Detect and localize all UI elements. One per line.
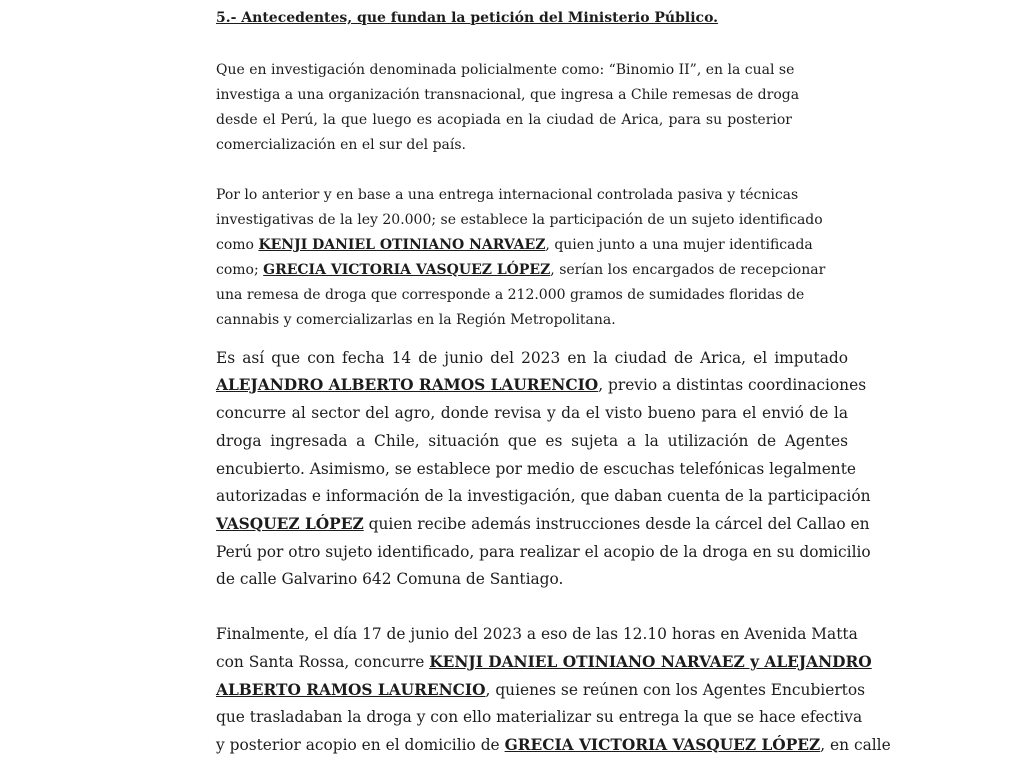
- person-name: ALBERTO RAMOS LAURENCIO: [216, 681, 486, 699]
- paragraph-line: droga ingresada a Chile, situación que es sujeta a la utilización de Agentes: [216, 432, 848, 450]
- paragraph-line: una remesa de droga que corresponde a 212.000 gramos de sumidades floridas de: [216, 287, 805, 303]
- paragraph-line: Es así que con fecha 14 de junio del 2023 en la ciudad de Arica, el imputado: [216, 349, 848, 367]
- paragraph-line: de calle Galvarino 642 Comuna de Santiago.: [216, 570, 564, 588]
- paragraph-line: [216, 515, 870, 533]
- text-run: , previo a distintas coordinaciones: [598, 376, 867, 394]
- paragraph-line: desde el Perú, la que luego es acopiada en la ciudad de Arica, para su posterior: [216, 112, 792, 128]
- paragraph-line: concurre al sector del agro, donde revisa y da el visto bueno para el envió de la: [216, 404, 848, 422]
- paragraph-line: [216, 262, 826, 278]
- person-name: ALEJANDRO ALBERTO RAMOS LAURENCIO: [216, 376, 599, 394]
- person-name: VASQUEZ LÓPEZ: [216, 515, 364, 533]
- paragraph-line: comercialización en el sur del país.: [216, 137, 466, 153]
- text-run: y posterior acopio en el domicilio de: [216, 736, 505, 754]
- text-run: , serían los encargados de recepcionar: [550, 262, 826, 278]
- paragraph-line: [216, 653, 872, 671]
- person-name: GRECIA VICTORIA VASQUEZ LÓPEZ: [504, 736, 821, 754]
- paragraph-line: [216, 376, 867, 394]
- person-name: KENJI DANIEL OTINIANO NARVAEZ: [258, 237, 546, 253]
- paragraph-line: encubierto. Asimismo, se establece por medio de escuchas telefónicas legalmente: [216, 460, 857, 478]
- paragraph-line: cannabis y comercializarlas en la Región Metropolitana.: [216, 312, 616, 328]
- section-heading: 5.- Antecedentes, que fundan la petición del Ministerio Público.: [216, 10, 719, 26]
- text-run: , quienes se reúnen con los Agentes Encubiertos: [485, 681, 866, 699]
- paragraph-line: [216, 237, 813, 253]
- text-run: quien recibe además instrucciones desde la cárcel del Callao en: [363, 515, 870, 533]
- paragraph-line: que trasladaban la droga y con ello materializar su entrega la que se hace efectiva: [216, 708, 863, 726]
- paragraph-line: Que en investigación denominada policialmente como: “Binomio II”, en la cual se: [216, 62, 795, 78]
- paragraph-line: Por lo anterior y en base a una entrega internacional controlada pasiva y técnicas: [216, 187, 799, 203]
- paragraph-line: investiga a una organización transnacional, que ingresa a Chile remesas de droga: [216, 87, 800, 103]
- text-run: con Santa Rossa, concurre: [216, 653, 430, 671]
- text-run: como: [216, 237, 259, 253]
- paragraph-line: [216, 736, 891, 754]
- paragraph-line: [216, 681, 866, 699]
- paragraph-line: Finalmente, el día 17 de junio del 2023 a eso de las 12.10 horas en Avenida Matta: [216, 625, 858, 643]
- text-run: , en calle: [820, 736, 891, 754]
- paragraph-line: Perú por otro sujeto identificado, para realizar el acopio de la droga en su domicilio: [216, 543, 871, 561]
- paragraph-line: investigativas de la ley 20.000; se establece la participación de un sujeto identificado: [216, 212, 823, 228]
- paragraph-line: autorizadas e información de la investigación, que daban cuenta de la participación: [216, 487, 871, 505]
- text-run: como;: [216, 262, 264, 278]
- person-name: GRECIA VICTORIA VASQUEZ LÓPEZ: [263, 262, 551, 278]
- text-run: , quien junto a una mujer identificada: [545, 237, 813, 253]
- person-name: KENJI DANIEL OTINIANO NARVAEZ y ALEJANDRO: [429, 653, 872, 671]
